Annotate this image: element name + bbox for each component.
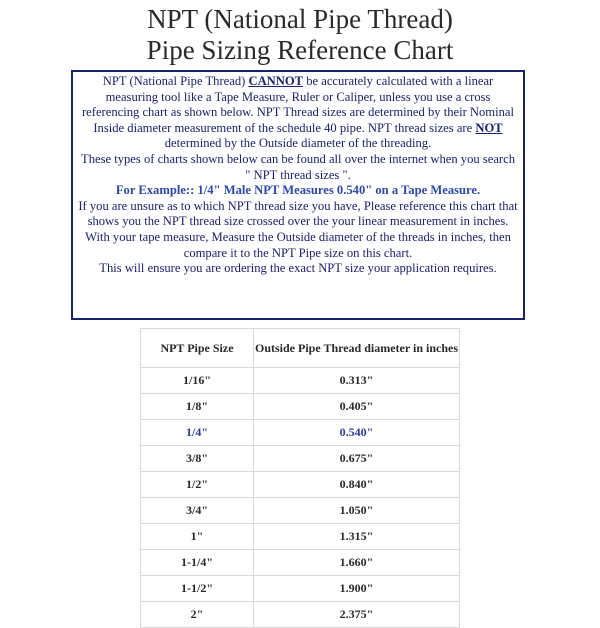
outside-diameter-cell: 0.675" bbox=[254, 446, 460, 472]
pipe-size-cell: 3/8" bbox=[141, 446, 254, 472]
page-title bbox=[0, 4, 600, 66]
notice-paragraph-5: This will ensure you are ordering the exact NPT size your application requires. bbox=[99, 261, 497, 276]
cannot-emphasis: CANNOT bbox=[248, 74, 304, 88]
table-row bbox=[141, 576, 460, 602]
not-emphasis: NOT bbox=[475, 120, 503, 135]
notice-paragraph-2: These types of charts shown below can be found all over the internet when you search " NPT thread sizes ". bbox=[81, 151, 515, 182]
table-body bbox=[141, 368, 460, 628]
table-row bbox=[141, 420, 460, 446]
notice-box bbox=[71, 70, 525, 320]
pipe-size-cell: 1/16" bbox=[141, 368, 254, 394]
pipe-size-cell: 3/4" bbox=[141, 498, 254, 524]
table-row bbox=[141, 446, 460, 472]
title-line-1: NPT (National Pipe Thread) bbox=[147, 4, 453, 34]
notice-paragraph-4: With your tape measure, Measure the Outside diameter of the threads in inches, then compare it to the NPT Pipe size on this chart. bbox=[85, 229, 511, 260]
npt-size-table bbox=[140, 328, 460, 628]
table-row bbox=[141, 550, 460, 576]
pipe-size-cell: 1-1/2" bbox=[141, 576, 254, 602]
pipe-size-cell: 1/4" bbox=[141, 420, 254, 446]
header-npt-pipe-size: NPT Pipe Size bbox=[141, 329, 254, 368]
outside-diameter-cell: 1.660" bbox=[254, 550, 460, 576]
table-row bbox=[141, 524, 460, 550]
table-row bbox=[141, 368, 460, 394]
outside-diameter-cell: 0.840" bbox=[254, 472, 460, 498]
table-row bbox=[141, 602, 460, 628]
pipe-size-cell: 1/2" bbox=[141, 472, 254, 498]
outside-diameter-cell: 1.315" bbox=[254, 524, 460, 550]
pipe-size-cell: 2" bbox=[141, 602, 254, 628]
example-line: For Example:: 1/4" Male NPT Measures 0.540" on a Tape Measure. bbox=[115, 183, 481, 198]
outside-diameter-cell: 2.375" bbox=[254, 602, 460, 628]
notice-text: NPT (National Pipe Thread) bbox=[102, 74, 249, 88]
outside-diameter-cell: 1.050" bbox=[254, 498, 460, 524]
notice-text: determined by the Outside diameter of the threading. bbox=[164, 136, 432, 151]
outside-diameter-cell: 0.540" bbox=[254, 420, 460, 446]
table-header-row bbox=[141, 329, 460, 368]
table-row bbox=[141, 394, 460, 420]
table-row bbox=[141, 472, 460, 498]
pipe-size-cell: 1/8" bbox=[141, 394, 254, 420]
notice-text: be accurately calculated with a linear measuring tool like a Tape Measure, Ruler or Caliper, unless you use a cross referencing chart as shown below. NPT Thread sizes are determined by their Nominal Inside diameter measurement of the schedule 40 pipe. NPT thread sizes are bbox=[81, 74, 514, 135]
table-row bbox=[141, 498, 460, 524]
outside-diameter-cell: 0.405" bbox=[254, 394, 460, 420]
pipe-size-cell: 1-1/4" bbox=[141, 550, 254, 576]
outside-diameter-cell: 0.313" bbox=[254, 368, 460, 394]
title-line-2: Pipe Sizing Reference Chart bbox=[146, 35, 454, 65]
outside-diameter-cell: 1.900" bbox=[254, 576, 460, 602]
pipe-size-cell: 1" bbox=[141, 524, 254, 550]
notice-paragraph-3: If you are unsure as to which NPT thread size you have, Please reference this chart that shows you the NPT thread size crossed over the your linear measurement in inches. bbox=[78, 198, 518, 229]
notice-paragraph-1 bbox=[77, 74, 519, 152]
header-outside-diameter: Outside Pipe Thread diameter in inches bbox=[254, 329, 460, 368]
